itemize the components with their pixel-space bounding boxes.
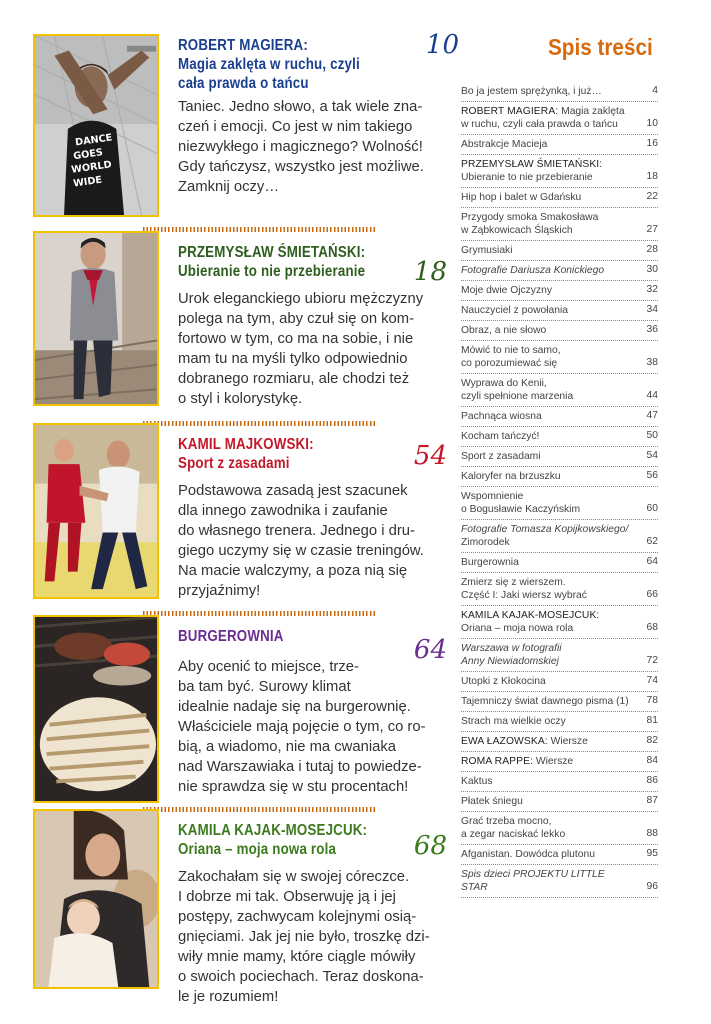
- toc-entry-line: [461, 524, 628, 535]
- toc-entry[interactable]: [461, 845, 658, 865]
- toc-page-number: 34: [646, 304, 658, 315]
- toc-entry-line: [461, 265, 604, 276]
- body-line: I dobrze mi tak. Obserwuję ją i jej: [178, 889, 396, 905]
- toc-page-number: 60: [646, 503, 658, 514]
- toc-entry-line: [461, 623, 573, 634]
- toc-entry-text: Fotografie Tomasza Kopijkowskiego/: [461, 524, 629, 535]
- feature-title: [178, 627, 436, 646]
- toc-entry-line: [461, 358, 557, 369]
- toc-entry-line: [461, 716, 566, 727]
- photo-man-in-suit: [33, 231, 159, 406]
- toc-entry[interactable]: [461, 301, 658, 321]
- toc-entry[interactable]: [461, 573, 658, 606]
- toc-entry-line: [461, 796, 523, 807]
- toc-entry-line: [461, 451, 541, 462]
- toc-entry-text: Kaloryfer na brzuszku: [461, 471, 561, 482]
- toc-entry[interactable]: [461, 732, 658, 752]
- photo-mother-daughter: [33, 809, 159, 989]
- toc-page-number: 66: [646, 589, 658, 600]
- toc-entry-text: Obraz, a nie słowo: [461, 325, 547, 336]
- toc-entry[interactable]: [461, 792, 658, 812]
- feature-title: [178, 435, 436, 473]
- page-number: 54: [413, 441, 447, 471]
- body-line: idealnie nadaje się na burgerownię.: [178, 699, 411, 715]
- toc-entry-line: [461, 869, 605, 893]
- toc-page-number: 56: [646, 470, 658, 481]
- feature-title: [178, 243, 436, 281]
- toc-page-number: 62: [646, 536, 658, 547]
- feature-kamila-kajak-mosejcuk: [33, 809, 447, 1005]
- toc-title: Spis treści: [548, 34, 653, 60]
- toc-entry-title: [461, 304, 631, 317]
- toc-entry-text: Wiersze: [547, 736, 588, 747]
- toc-entry-text: Mówić to nie to samo,: [461, 345, 561, 356]
- photo-grill: [33, 615, 159, 803]
- toc-entry[interactable]: [461, 321, 658, 341]
- toc-entry-author: ROMA RAPPE:: [461, 756, 534, 767]
- toc-entry-line: [461, 610, 599, 621]
- toc-entry[interactable]: [461, 487, 658, 520]
- toc-entry-title: [461, 191, 631, 204]
- toc-entry-title: [461, 755, 631, 768]
- toc-entry[interactable]: [461, 407, 658, 427]
- toc-entry-title: [461, 675, 631, 688]
- toc-entry-title: [461, 695, 631, 708]
- toc-entry-title: [461, 264, 631, 277]
- body-line: do własnego trenera. Jednego i dru-: [178, 523, 415, 539]
- body-line: mam tu na myśli tylko odpowiednio: [178, 351, 408, 367]
- toc-entry[interactable]: [461, 692, 658, 712]
- page-number: 18: [413, 257, 447, 287]
- toc-entry[interactable]: [461, 374, 658, 407]
- toc-page-number: 22: [646, 191, 658, 202]
- toc-entry-line: [461, 106, 625, 117]
- toc-entry[interactable]: [461, 752, 658, 772]
- toc-entry[interactable]: [461, 281, 658, 301]
- feature-body: [178, 657, 443, 797]
- toc-entry-title: [461, 158, 631, 184]
- toc-entry-text: Spis dzieci PROJEKTU LITTLE STAR: [461, 869, 605, 893]
- toc-entry-title: [461, 795, 631, 808]
- toc-entry-text: Warszawa w fotografii: [461, 643, 562, 654]
- toc-entry-line: [461, 285, 552, 296]
- toc-entry-text: Zmierz się z wierszem.: [461, 577, 566, 588]
- toc-page-number: 16: [646, 138, 658, 149]
- toc-entry-title: [461, 642, 631, 668]
- toc-entry-line: [461, 676, 546, 687]
- toc-entry-text: Burgerownia: [461, 557, 519, 568]
- body-line: Taniec. Jedno słowo, a tak wiele zna-: [178, 99, 423, 115]
- toc-entry-line: [461, 491, 523, 502]
- grill-image: [35, 617, 157, 801]
- dancer-image: [35, 36, 157, 215]
- toc-entry-line: [461, 172, 593, 183]
- feature-title: [178, 821, 436, 859]
- toc-entry-title: [461, 410, 631, 423]
- body-line: bią, a wiadomo, nie ma cwaniaka: [178, 739, 396, 755]
- toc-entry-line: [461, 776, 492, 787]
- toc-entry[interactable]: [461, 447, 658, 467]
- toc-page-number: 96: [646, 881, 658, 892]
- toc-entry-text: co porozumiewać się: [461, 358, 558, 369]
- toc-page-number: 82: [646, 735, 658, 746]
- toc-entry-line: [461, 391, 573, 402]
- photo-dancer: [33, 34, 159, 217]
- toc-page-number: 50: [646, 430, 658, 441]
- toc-entry-line: [461, 305, 568, 316]
- title-line: PRZEMYSŁAW ŚMIETAŃSKI:: [178, 244, 366, 261]
- toc-entry-title: [461, 848, 631, 861]
- toc-entry-text: Wspomnienie: [461, 491, 524, 502]
- toc-page-number: 32: [646, 284, 658, 295]
- toc-page-number: 84: [646, 755, 658, 766]
- toc-entry-line: [461, 849, 595, 860]
- toc-entry-line: [461, 225, 573, 236]
- toc-entry-title: [461, 815, 631, 841]
- body-line: le je rozumiem!: [178, 989, 279, 1005]
- title-line: Sport z zasadami: [178, 455, 290, 472]
- toc-entry-text: Bo ja jestem sprężynką, i już…: [461, 86, 602, 97]
- toc-entry[interactable]: [461, 102, 658, 135]
- toc-entry-text: Sport z zasadami: [461, 451, 541, 462]
- toc-entry-line: [461, 504, 580, 515]
- body-line: nad Warszawiaka i tutaj to powiedze-: [178, 759, 422, 775]
- feature-body: [178, 97, 443, 197]
- toc-entry-line: [461, 212, 598, 223]
- toc-page-number: 81: [646, 715, 658, 726]
- toc-page-number: 10: [646, 118, 658, 129]
- toc-entry[interactable]: [461, 712, 658, 732]
- toc-entry-line: [461, 590, 587, 601]
- toc-page-number: 64: [646, 556, 658, 567]
- toc-page-number: 87: [646, 795, 658, 806]
- toc-entry[interactable]: [461, 865, 658, 898]
- body-line: nie sprawdza się w stu procentach!: [178, 779, 409, 795]
- feature-body: [178, 481, 443, 601]
- toc-entry[interactable]: [461, 606, 658, 639]
- toc-entry-title: [461, 211, 631, 237]
- toc-entry[interactable]: [461, 261, 658, 281]
- toc-entry-text: Grymusiaki: [461, 245, 513, 256]
- toc-entry-title: [461, 138, 631, 151]
- page-number: 68: [413, 831, 447, 861]
- toc-entry-title: [461, 715, 631, 728]
- wrestlers-image: [35, 425, 157, 597]
- toc-entry-line: [461, 378, 547, 389]
- toc-entry-line: [461, 86, 602, 97]
- body-line: Gdy tańczysz, wszystko jest możliwe.: [178, 159, 424, 175]
- title-line: ROBERT MAGIERA:: [178, 37, 308, 54]
- toc-entry[interactable]: [461, 520, 658, 553]
- toc-page-number: 78: [646, 695, 658, 706]
- toc-entry[interactable]: [461, 812, 658, 845]
- title-line: cała prawda o tańcu: [178, 75, 309, 92]
- shirt-text-1: DANCE: [74, 132, 114, 149]
- toc-entry-text: Strach ma wielkie oczy: [461, 716, 566, 727]
- toc-entry-title: [461, 430, 631, 443]
- toc-entry-author: EWA ŁAZOWSKA:: [461, 736, 548, 747]
- toc-entry[interactable]: [461, 672, 658, 692]
- toc-entry-text: Fotografie Dariusza Konickiego: [461, 265, 605, 276]
- toc-entry-line: [461, 816, 551, 827]
- body-line: gnięciami. Jak jej nie było, troszkę dzi-: [178, 929, 430, 945]
- toc-page-number: 27: [646, 224, 658, 235]
- toc-entry-title: [461, 450, 631, 463]
- shirt-text-3: WORLD: [70, 159, 113, 176]
- toc-page-number: 74: [646, 675, 658, 686]
- toc-entry-line: [461, 643, 562, 654]
- feature-body: [178, 289, 443, 409]
- toc-entry-line: [461, 756, 573, 767]
- body-line: wiły mnie mamy, które ciągle mówiły: [178, 949, 416, 965]
- body-line: czeń i emocji. Co jest w nim takiego: [178, 119, 413, 135]
- toc-page-number: 4: [652, 85, 658, 96]
- feature-kamil-majkowski: [33, 423, 447, 601]
- toc-entry[interactable]: [461, 341, 658, 374]
- toc-entry-text: Afganistan. Dowódca plutonu: [461, 849, 595, 860]
- feature-burgerownia: [33, 615, 447, 805]
- toc-entry-text: Hip hop i balet w Gdańsku: [461, 192, 582, 203]
- toc-entry-author: KAMILA KAJAK-MOSEJCUK:: [461, 610, 600, 621]
- toc-entry-line: [461, 119, 618, 130]
- toc-page-number: 36: [646, 324, 658, 335]
- toc-entry-text: Część I: Jaki wiersz wybrać: [461, 590, 587, 601]
- body-line: giego uczymy się w czasie treningów.: [178, 543, 424, 559]
- toc-entry[interactable]: [461, 467, 658, 487]
- toc-entry-text: Ubieranie to nie przebieranie: [461, 172, 593, 183]
- toc-entry-title: [461, 868, 631, 894]
- toc-entry-text: Pachnąca wiosna: [461, 411, 542, 422]
- body-line: Aby ocenić to miejsce, trze-: [178, 659, 359, 675]
- toc-entry-text: Płatek śniegu: [461, 796, 523, 807]
- toc-entry[interactable]: [461, 639, 658, 672]
- page-number: 10: [425, 30, 459, 60]
- body-line: postępy, zachwycam kolejnymi osią-: [178, 909, 417, 925]
- toc-entry-line: [461, 159, 602, 170]
- toc-entry-title: [461, 576, 631, 602]
- toc-entry-text: Anny Niewiadomskiej: [461, 656, 559, 667]
- toc-entry-line: [461, 245, 513, 256]
- toc-entry-title: [461, 523, 631, 549]
- body-line: Podstawowa zasadą jest szacunek: [178, 483, 408, 499]
- toc-entry-title: [461, 85, 631, 98]
- toc-entry-line: [461, 557, 519, 568]
- title-line: BURGEROWNIA: [178, 628, 284, 645]
- toc-entry[interactable]: [461, 427, 658, 447]
- toc-page-number: 18: [646, 171, 658, 182]
- toc-entry-line: [461, 325, 546, 336]
- toc-entry-title: [461, 324, 631, 337]
- toc-entry-text: czyli spełnione marzenia: [461, 391, 574, 402]
- toc-entry-text: Przygody smoka Smakosława: [461, 212, 599, 223]
- toc-entry-title: [461, 490, 631, 516]
- toc-entry[interactable]: [461, 241, 658, 261]
- toc-entry-text: w ruchu, czyli cała prawda o tańcu: [461, 119, 618, 130]
- title-line: Magia zaklęta w ruchu, czyli: [178, 56, 360, 73]
- title-line: KAMILA KAJAK-MOSEJCUK:: [178, 822, 368, 839]
- shirt-text-4: WIDE: [72, 174, 103, 190]
- toc-entry-title: [461, 284, 631, 297]
- body-line: niezwykłego i magicznego? Wolność!: [178, 139, 423, 155]
- toc-entry-title: [461, 735, 631, 748]
- body-line: Zamknij oczy…: [178, 179, 280, 195]
- toc-entry-text: o Bogusławie Kaczyńskim: [461, 504, 581, 515]
- toc-entry-text: a zegar naciskać lekko: [461, 829, 566, 840]
- toc-page-number: 28: [646, 244, 658, 255]
- feature-robert-magiera: [33, 30, 459, 219]
- toc-entry-text: Grać trzeba mocno,: [461, 816, 552, 827]
- toc-entry-title: [461, 344, 631, 370]
- toc-page-number: 44: [646, 390, 658, 401]
- toc-entry-text: Zimorodek: [461, 537, 510, 548]
- body-line: Na macie walczymy, a poza nią się: [178, 563, 408, 579]
- feature-przemyslaw-smietanski: [33, 231, 447, 407]
- toc-entry[interactable]: [461, 135, 658, 155]
- body-line: o swoich pociechach. Teraz doskona-: [178, 969, 424, 985]
- toc-page-number: 38: [646, 357, 658, 368]
- page-number: 64: [413, 635, 447, 665]
- toc-entry-title: [461, 556, 631, 569]
- toc-entry-text: w Ząbkowicach Śląskich: [461, 225, 573, 236]
- title-line: Oriana – moja nowa rola: [178, 841, 337, 858]
- toc-entry-title: [461, 609, 631, 635]
- toc-entry-title: [461, 470, 631, 483]
- toc-entry[interactable]: [461, 82, 658, 102]
- toc-entry-line: [461, 471, 561, 482]
- toc-entry[interactable]: [461, 155, 658, 188]
- shirt-text-2: GOES: [72, 147, 104, 163]
- toc-entry-text: Utopki z Kłokocina: [461, 676, 546, 687]
- mother-daughter-image: [35, 811, 157, 987]
- toc-entry[interactable]: [461, 188, 658, 208]
- toc-entry-text: Kocham tańczyć!: [461, 431, 540, 442]
- toc-entry[interactable]: [461, 772, 658, 792]
- toc-entry-line: [461, 345, 561, 356]
- toc-entry-line: [461, 656, 559, 667]
- toc-entry-author: ROBERT MAGIERA:: [461, 106, 559, 117]
- toc-entry-line: [461, 736, 588, 747]
- toc-entry-line: [461, 696, 629, 707]
- toc-page-number: 86: [646, 775, 658, 786]
- body-line: o styl i kolorystykę.: [178, 391, 303, 407]
- body-line: ba tam być. Surowy klimat: [178, 679, 351, 695]
- body-line: dla innego zawodnika i zaufanie: [178, 503, 388, 519]
- toc-entry-line: [461, 192, 581, 203]
- toc-entry-line: [461, 537, 510, 548]
- body-line: polega na tym, aby czuł się on kom-: [178, 311, 415, 327]
- toc-entry-text: Nauczyciel z powołania: [461, 305, 569, 316]
- toc-entry-text: Kaktus: [461, 776, 493, 787]
- toc-entry-title: [461, 244, 631, 257]
- body-line: przyjaźnimy!: [178, 583, 261, 599]
- toc-entry-text: Abstrakcje Macieja: [461, 139, 548, 150]
- toc-entry-text: Oriana – moja nowa rola: [461, 623, 574, 634]
- toc-page-number: 72: [646, 655, 658, 666]
- toc-entry-line: [461, 411, 542, 422]
- toc-page-number: 68: [646, 622, 658, 633]
- toc-page-number: 47: [646, 410, 658, 421]
- toc-entry-text: Wiersze: [533, 756, 574, 767]
- toc-entry-line: [461, 431, 539, 442]
- body-line: Zakochałam się w swojej córeczce.: [178, 869, 410, 885]
- toc-entry-text: Tajemniczy świat dawnego pisma (1): [461, 696, 629, 707]
- man-in-suit-image: [35, 233, 157, 404]
- title-line: Ubieranie to nie przebieranie: [178, 263, 366, 280]
- toc-entry[interactable]: [461, 553, 658, 573]
- toc-page-number: 88: [646, 828, 658, 839]
- body-line: Urok eleganckiego ubioru mężczyzny: [178, 291, 424, 307]
- toc-page-number: 54: [646, 450, 658, 461]
- feature-body: [178, 867, 443, 1007]
- toc-entry-author: PRZEMYSŁAW ŚMIETAŃSKI:: [461, 159, 603, 170]
- toc-entry[interactable]: [461, 208, 658, 241]
- body-line: dobranego rozmiaru, ale chodzi też: [178, 371, 410, 387]
- toc-entry-line: [461, 829, 565, 840]
- toc-entry-text: Magia zaklęta: [558, 106, 625, 117]
- toc-page-number: 95: [646, 848, 658, 859]
- toc-entry-title: [461, 775, 631, 788]
- toc-entry-line: [461, 139, 547, 150]
- toc-page-number: 30: [646, 264, 658, 275]
- toc-list: [461, 82, 658, 898]
- photo-wrestlers: [33, 423, 159, 599]
- toc-entry-title: [461, 105, 631, 131]
- toc-entry-text: Moje dwie Ojczyzny: [461, 285, 552, 296]
- toc-entry-line: [461, 577, 566, 588]
- body-line: Właściciele mają pojęcie o tym, co ro-: [178, 719, 426, 735]
- toc-entry-title: [461, 377, 631, 403]
- body-line: fortowo w tym, co ma na sobie, i nie: [178, 331, 414, 347]
- toc-entry-text: Wyprawa do Kenii,: [461, 378, 547, 389]
- title-line: KAMIL MAJKOWSKI:: [178, 436, 314, 453]
- feature-title: [178, 36, 436, 93]
